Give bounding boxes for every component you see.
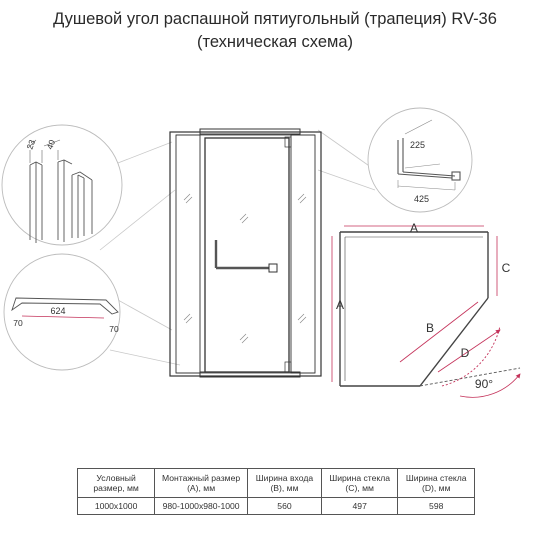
header-nominal-size: Условный размер, мм [78, 469, 155, 498]
cell-glass-width-d: 598 [398, 498, 475, 515]
cell-entry-width: 560 [248, 498, 322, 515]
plan-label-a-left: A [335, 298, 345, 312]
plan-label-a-top: A [409, 221, 419, 235]
cell-nominal-size: 1000x1000 [78, 498, 155, 515]
threshold-detail [4, 254, 120, 370]
plan-label-c: C [501, 261, 511, 275]
profile-dim-1: 23 [24, 138, 38, 151]
profile-detail [2, 125, 122, 245]
cell-glass-width-c: 497 [321, 498, 398, 515]
threshold-left-angle: 70 [13, 318, 23, 328]
door-front-view [170, 129, 321, 377]
header-glass-width-c: Ширина стекла (C), мм [321, 469, 398, 498]
threshold-right-angle: 70 [109, 324, 119, 334]
plan-label-b: B [425, 321, 435, 335]
plan-view [332, 221, 520, 397]
profile-dim-2: 40 [44, 138, 58, 151]
title-line-2: (техническая схема) [196, 33, 354, 51]
detail-leader-lines [100, 130, 375, 365]
plan-angle: 90° [474, 377, 494, 391]
title-line-1: Душевой угол распашной пятиугольный (трапеция) RV-36 [53, 10, 497, 28]
header-mounting-size: Монтажный размер (A), мм [155, 469, 248, 498]
header-glass-width-d: Ширина стекла (D), мм [398, 469, 475, 498]
table-row [78, 498, 475, 515]
handle-height: 225 [410, 140, 426, 150]
handle-detail [368, 108, 472, 212]
header-entry-width: Ширина входа (B), мм [248, 469, 322, 498]
threshold-width: 624 [50, 306, 66, 316]
spec-table [77, 468, 475, 515]
handle-width: 425 [414, 194, 430, 204]
plan-label-d: D [460, 346, 470, 360]
cell-mounting-size: 980-1000x980-1000 [155, 498, 248, 515]
spec-table-header-row [78, 469, 475, 498]
